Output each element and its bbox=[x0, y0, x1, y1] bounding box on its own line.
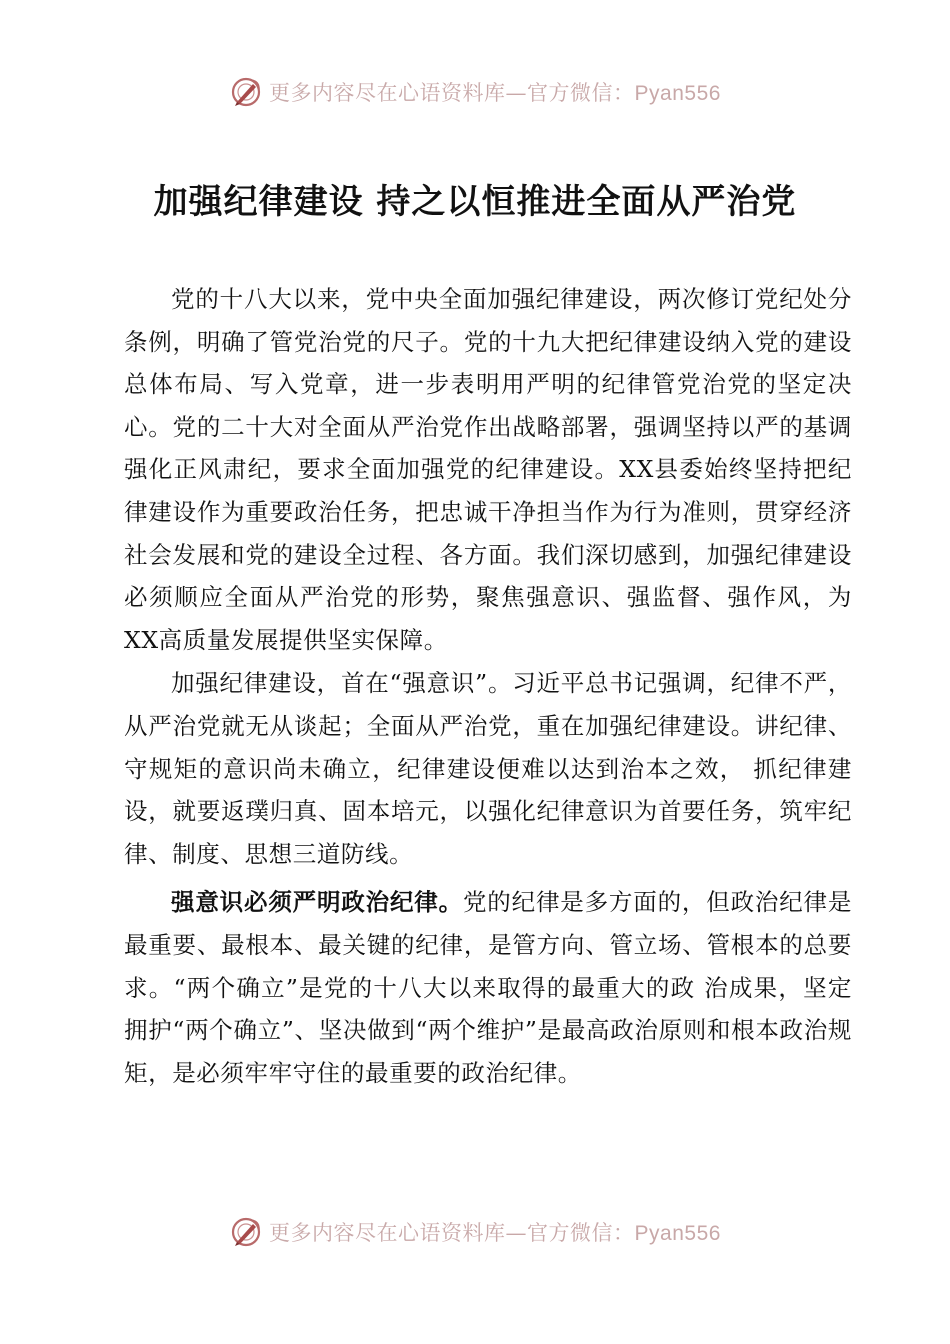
pen-in-circle-logo-icon bbox=[229, 1215, 263, 1249]
paragraph-2 bbox=[124, 662, 852, 875]
paragraph-1 bbox=[124, 278, 852, 661]
paragraph-3 bbox=[124, 881, 852, 1094]
watermark-text bbox=[269, 1217, 721, 1247]
pen-in-circle-logo-icon bbox=[229, 75, 263, 109]
paragraph-2-text: 加强纪律建设，首在“强意识”。习近平总书记强调，纪律不严，从严治党就无从谈起；全面从严治党，重在加强纪律建设。讲纪律、守规矩的意识尚未确立，纪律建设便难以达到治本之效， 抓纪律建设，就要返璞归真、固本培元，以强化纪律意识为首要任务，筑牢纪律、制度、思想三道防线。 bbox=[124, 669, 852, 868]
watermark-label: 更多内容尽在心语资料库—官方微信： bbox=[269, 81, 635, 105]
watermark-wechat-id: Pyan556 bbox=[634, 1222, 721, 1245]
watermark-footer bbox=[0, 1212, 950, 1252]
document-title: 加强纪律建设 持之以恒推进全面从严治党 bbox=[153, 182, 797, 222]
paragraph-3-lead: 强意识必须严明政治纪律。 bbox=[171, 888, 463, 917]
watermark-header bbox=[0, 72, 950, 112]
paragraph-3-text: 党的纪律是多方面的，但政治纪律是最重要、最根本、最关键的纪律，是管方向、管立场、管根本的总要求。“两个确立”是党的十八大以来取得的最重大的政 治成果，坚定拥护“两个确立”、坚决做到“两个维护”是最高政治原则和根本政治规矩，是必须牢牢守住的最重要的政治纪律。 bbox=[124, 888, 852, 1087]
watermark-label: 更多内容尽在心语资料库—官方微信： bbox=[269, 1221, 635, 1245]
watermark-wechat-id: Pyan556 bbox=[634, 82, 721, 105]
document-body bbox=[124, 278, 852, 1095]
watermark-text bbox=[269, 77, 721, 107]
paragraph-1-text: 党的十八大以来，党中央全面加强纪律建设，两次修订党纪处分条例，明确了管党治党的尺子。党的十九大把纪律建设纳入党的建设总体布局、写入党章，进一步表明用严明的纪律管党治党的坚定决心。党的二十大对全面从严治党作出战略部署，强调坚持以严的基调强化正风肃纪，要求全面加强党的纪律建设。XX县委始终坚持把纪律建设作为重要政治任务，把忠诚干净担当作为行为准则，贯穿经济社会发展和党的建设全过程、各方面。我们深切感到，加强纪律建设必须顺应全面从严治党的形势，聚焦强意识、强监督、强作风，为 XX高质量发展提供坚实保障。 bbox=[124, 285, 852, 654]
